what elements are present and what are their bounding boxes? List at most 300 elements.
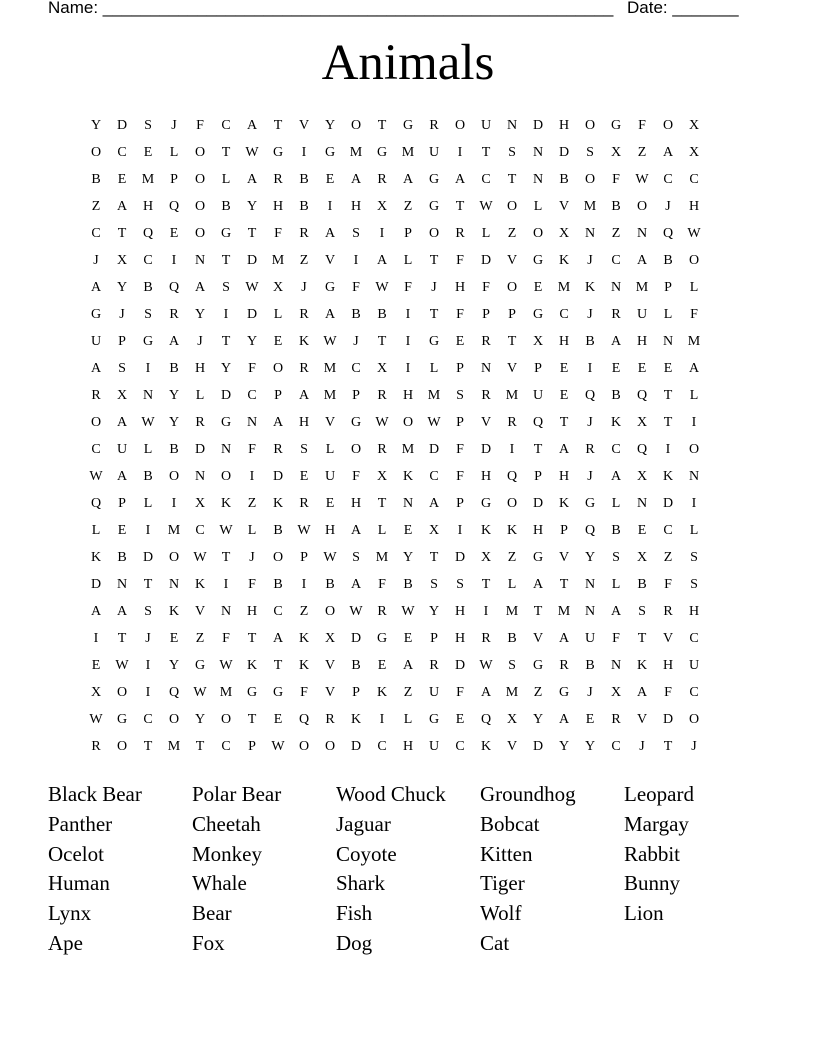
grid-letter[interactable]: T	[247, 631, 257, 646]
grid-letter[interactable]: G	[324, 145, 336, 160]
grid-letter[interactable]: A	[636, 685, 648, 700]
grid-letter[interactable]: T	[247, 712, 257, 727]
grid-letter[interactable]: M	[635, 280, 649, 295]
grid-letter[interactable]: K	[298, 631, 310, 646]
grid-letter[interactable]: V	[480, 415, 492, 430]
grid-letter[interactable]: T	[507, 172, 517, 187]
grid-letter[interactable]: M	[141, 172, 155, 187]
grid-letter[interactable]: T	[663, 415, 673, 430]
grid-letter[interactable]: O	[194, 172, 206, 187]
grid-letter[interactable]: O	[662, 118, 674, 133]
grid-letter[interactable]: S	[508, 145, 516, 160]
grid-letter[interactable]: M	[323, 388, 337, 403]
grid-letter[interactable]: W	[89, 469, 103, 484]
grid-letter[interactable]: F	[456, 307, 464, 322]
grid-letter[interactable]: M	[401, 145, 415, 160]
grid-letter[interactable]: W	[115, 658, 129, 673]
grid-letter[interactable]: G	[532, 658, 544, 673]
grid-letter[interactable]: F	[248, 577, 256, 592]
grid-letter[interactable]: O	[506, 199, 518, 214]
grid-letter[interactable]: C	[455, 739, 465, 754]
grid-letter[interactable]: Y	[168, 388, 180, 403]
grid-letter[interactable]: O	[194, 145, 206, 160]
grid-letter[interactable]: I	[405, 307, 411, 322]
grid-letter[interactable]: B	[585, 658, 595, 673]
grid-letter[interactable]: N	[662, 334, 674, 349]
grid-letter[interactable]: M	[167, 739, 181, 754]
grid-letter[interactable]: Q	[662, 226, 674, 241]
grid-letter[interactable]: C	[611, 739, 621, 754]
grid-letter[interactable]: Q	[532, 415, 544, 430]
grid-letter[interactable]: T	[559, 577, 569, 592]
grid-letter[interactable]: W	[245, 280, 259, 295]
grid-letter[interactable]: K	[480, 739, 492, 754]
grid-letter[interactable]: I	[353, 253, 359, 268]
grid-letter[interactable]: R	[559, 658, 569, 673]
grid-letter[interactable]: S	[430, 577, 438, 592]
grid-letter[interactable]: X	[610, 145, 622, 160]
grid-letter[interactable]: I	[223, 577, 229, 592]
grid-letter[interactable]: W	[193, 550, 207, 565]
grid-letter[interactable]: J	[691, 739, 697, 754]
grid-letter[interactable]: U	[480, 118, 492, 133]
grid-letter[interactable]: H	[454, 631, 466, 646]
grid-letter[interactable]: I	[483, 604, 489, 619]
grid-letter[interactable]: O	[90, 145, 102, 160]
grid-letter[interactable]: A	[350, 523, 362, 538]
grid-letter[interactable]: D	[350, 631, 362, 646]
grid-letter[interactable]: K	[558, 496, 570, 511]
grid-letter[interactable]: J	[145, 631, 151, 646]
grid-letter[interactable]: M	[271, 253, 285, 268]
grid-letter[interactable]: J	[249, 550, 255, 565]
grid-letter[interactable]: H	[558, 334, 570, 349]
grid-letter[interactable]: I	[145, 361, 151, 376]
grid-letter[interactable]: A	[610, 334, 622, 349]
grid-letter[interactable]: A	[90, 361, 102, 376]
grid-letter[interactable]: Q	[506, 469, 518, 484]
grid-letter[interactable]: S	[352, 550, 360, 565]
grid-letter[interactable]: M	[557, 280, 571, 295]
grid-letter[interactable]: T	[143, 739, 153, 754]
grid-letter[interactable]: O	[688, 442, 700, 457]
grid-letter[interactable]: X	[194, 496, 206, 511]
grid-letter[interactable]: E	[325, 496, 335, 511]
grid-letter[interactable]: C	[377, 739, 387, 754]
grid-letter[interactable]: N	[688, 469, 700, 484]
grid-letter[interactable]: L	[377, 523, 387, 538]
grid-letter[interactable]: X	[428, 523, 440, 538]
grid-letter[interactable]: I	[145, 658, 151, 673]
grid-letter[interactable]: C	[273, 604, 283, 619]
grid-letter[interactable]: G	[428, 199, 440, 214]
grid-letter[interactable]: A	[116, 604, 128, 619]
grid-letter[interactable]: T	[377, 118, 387, 133]
grid-letter[interactable]: I	[93, 631, 99, 646]
grid-letter[interactable]: J	[587, 253, 593, 268]
grid-letter[interactable]: F	[456, 685, 464, 700]
grid-letter[interactable]: K	[220, 496, 232, 511]
grid-letter[interactable]: D	[532, 739, 544, 754]
grid-letter[interactable]: N	[584, 577, 596, 592]
grid-letter[interactable]: H	[636, 334, 648, 349]
grid-letter[interactable]: J	[587, 685, 593, 700]
grid-letter[interactable]: L	[611, 496, 621, 511]
grid-letter[interactable]: P	[508, 307, 516, 322]
grid-letter[interactable]: A	[350, 577, 362, 592]
grid-letter[interactable]: F	[456, 442, 464, 457]
grid-letter[interactable]: P	[170, 172, 178, 187]
grid-letter[interactable]: E	[559, 388, 569, 403]
grid-letter[interactable]: M	[505, 388, 519, 403]
grid-letter[interactable]: L	[429, 361, 439, 376]
grid-letter[interactable]: A	[610, 604, 622, 619]
grid-letter[interactable]: C	[221, 118, 231, 133]
grid-letter[interactable]: O	[90, 415, 102, 430]
grid-letter[interactable]: M	[375, 550, 389, 565]
grid-letter[interactable]: V	[324, 685, 336, 700]
grid-letter[interactable]: T	[273, 118, 283, 133]
grid-letter[interactable]: P	[118, 496, 126, 511]
grid-letter[interactable]: B	[663, 253, 673, 268]
grid-letter[interactable]: G	[532, 550, 544, 565]
grid-letter[interactable]: T	[143, 577, 153, 592]
grid-letter[interactable]: S	[638, 604, 646, 619]
grid-letter[interactable]: A	[324, 307, 336, 322]
grid-letter[interactable]: S	[456, 388, 464, 403]
grid-letter[interactable]: F	[300, 685, 308, 700]
grid-letter[interactable]: Y	[246, 334, 258, 349]
grid-letter[interactable]: I	[457, 523, 463, 538]
grid-letter[interactable]: T	[455, 199, 465, 214]
grid-letter[interactable]: M	[427, 388, 441, 403]
grid-letter[interactable]: F	[248, 361, 256, 376]
grid-letter[interactable]: G	[116, 712, 128, 727]
grid-letter[interactable]: Z	[533, 685, 543, 700]
grid-letter[interactable]: D	[662, 496, 674, 511]
grid-letter[interactable]: O	[220, 469, 232, 484]
grid-letter[interactable]: X	[90, 685, 102, 700]
grid-letter[interactable]: H	[194, 361, 206, 376]
grid-letter[interactable]: Q	[636, 388, 648, 403]
grid-letter[interactable]: F	[612, 631, 620, 646]
grid-letter[interactable]: S	[690, 577, 698, 592]
grid-letter[interactable]: D	[558, 145, 570, 160]
grid-letter[interactable]: K	[584, 280, 596, 295]
grid-letter[interactable]: M	[401, 442, 415, 457]
grid-letter[interactable]: T	[481, 577, 491, 592]
grid-letter[interactable]: C	[143, 253, 153, 268]
grid-letter[interactable]: U	[584, 631, 596, 646]
grid-letter[interactable]: V	[558, 550, 570, 565]
grid-letter[interactable]: K	[194, 577, 206, 592]
grid-letter[interactable]: E	[169, 631, 179, 646]
grid-letter[interactable]: J	[353, 334, 359, 349]
grid-letter[interactable]: V	[506, 253, 518, 268]
grid-letter[interactable]: L	[481, 226, 491, 241]
grid-letter[interactable]: R	[481, 631, 491, 646]
grid-letter[interactable]: B	[559, 172, 569, 187]
grid-letter[interactable]: K	[558, 253, 570, 268]
grid-letter[interactable]: U	[90, 334, 102, 349]
grid-letter[interactable]: E	[91, 658, 101, 673]
grid-letter[interactable]: O	[168, 550, 180, 565]
grid-letter[interactable]: L	[273, 307, 283, 322]
grid-letter[interactable]: W	[479, 658, 493, 673]
grid-letter[interactable]: E	[377, 658, 387, 673]
grid-letter[interactable]: L	[169, 145, 179, 160]
grid-letter[interactable]: O	[350, 118, 362, 133]
grid-letter[interactable]: N	[402, 496, 414, 511]
grid-letter[interactable]: O	[688, 253, 700, 268]
grid-letter[interactable]: S	[300, 442, 308, 457]
grid-letter[interactable]: H	[558, 118, 570, 133]
grid-letter[interactable]: U	[428, 685, 440, 700]
grid-letter[interactable]: O	[324, 739, 336, 754]
grid-letter[interactable]: O	[636, 199, 648, 214]
grid-letter[interactable]: H	[142, 199, 154, 214]
grid-letter[interactable]: A	[168, 334, 180, 349]
grid-letter[interactable]: E	[455, 712, 465, 727]
grid-letter[interactable]: Z	[247, 496, 257, 511]
grid-letter[interactable]: J	[301, 280, 307, 295]
grid-letter[interactable]: O	[194, 199, 206, 214]
grid-letter[interactable]: A	[688, 361, 700, 376]
grid-letter[interactable]: W	[687, 226, 701, 241]
grid-letter[interactable]: G	[584, 496, 596, 511]
grid-letter[interactable]: N	[584, 226, 596, 241]
grid-letter[interactable]: S	[144, 307, 152, 322]
grid-letter[interactable]: H	[688, 604, 700, 619]
grid-letter[interactable]: E	[169, 226, 179, 241]
grid-letter[interactable]: G	[532, 253, 544, 268]
grid-letter[interactable]: D	[480, 253, 492, 268]
grid-letter[interactable]: A	[558, 442, 570, 457]
grid-letter[interactable]: W	[479, 199, 493, 214]
grid-letter[interactable]: R	[377, 172, 387, 187]
grid-letter[interactable]: B	[273, 577, 283, 592]
grid-letter[interactable]: X	[376, 469, 388, 484]
grid-letter[interactable]: O	[116, 685, 128, 700]
grid-letter[interactable]: Y	[324, 118, 336, 133]
grid-letter[interactable]: A	[376, 253, 388, 268]
grid-letter[interactable]: H	[480, 469, 492, 484]
grid-letter[interactable]: H	[350, 199, 362, 214]
grid-letter[interactable]: W	[297, 523, 311, 538]
grid-letter[interactable]: C	[91, 442, 101, 457]
grid-letter[interactable]: Y	[584, 550, 596, 565]
grid-letter[interactable]: V	[506, 361, 518, 376]
grid-letter[interactable]: I	[171, 496, 177, 511]
grid-letter[interactable]: W	[193, 685, 207, 700]
grid-letter[interactable]: X	[636, 550, 648, 565]
grid-letter[interactable]: W	[401, 604, 415, 619]
grid-letter[interactable]: M	[505, 685, 519, 700]
grid-letter[interactable]: F	[352, 280, 360, 295]
grid-letter[interactable]: V	[662, 631, 674, 646]
grid-letter[interactable]: D	[532, 118, 544, 133]
grid-letter[interactable]: R	[611, 712, 621, 727]
grid-letter[interactable]: B	[91, 172, 101, 187]
grid-letter[interactable]: T	[273, 658, 283, 673]
grid-letter[interactable]: J	[639, 739, 645, 754]
grid-letter[interactable]: W	[635, 172, 649, 187]
grid-letter[interactable]: O	[272, 550, 284, 565]
grid-letter[interactable]: B	[169, 361, 179, 376]
grid-letter[interactable]: E	[559, 361, 569, 376]
grid-letter[interactable]: O	[220, 712, 232, 727]
grid-letter[interactable]: F	[664, 685, 672, 700]
grid-letter[interactable]: Q	[90, 496, 102, 511]
grid-letter[interactable]: F	[638, 118, 646, 133]
grid-letter[interactable]: R	[377, 388, 387, 403]
grid-letter[interactable]: D	[220, 388, 232, 403]
grid-letter[interactable]: P	[534, 469, 542, 484]
grid-letter[interactable]: O	[194, 226, 206, 241]
grid-letter[interactable]: W	[427, 415, 441, 430]
grid-letter[interactable]: A	[636, 253, 648, 268]
grid-letter[interactable]: A	[610, 469, 622, 484]
grid-letter[interactable]: Y	[402, 550, 414, 565]
date-field[interactable]: Date: _______	[627, 0, 739, 17]
grid-letter[interactable]: T	[481, 145, 491, 160]
grid-letter[interactable]: T	[377, 334, 387, 349]
grid-letter[interactable]: G	[90, 307, 102, 322]
grid-letter[interactable]: E	[637, 361, 647, 376]
grid-letter[interactable]: L	[143, 496, 153, 511]
grid-letter[interactable]: M	[583, 199, 597, 214]
grid-letter[interactable]: V	[636, 712, 648, 727]
grid-letter[interactable]: R	[481, 388, 491, 403]
grid-letter[interactable]: X	[532, 334, 544, 349]
grid-letter[interactable]: P	[352, 388, 360, 403]
grid-letter[interactable]: U	[428, 145, 440, 160]
grid-letter[interactable]: B	[637, 577, 647, 592]
grid-letter[interactable]: I	[587, 361, 593, 376]
grid-letter[interactable]: M	[323, 361, 337, 376]
grid-letter[interactable]: W	[323, 334, 337, 349]
grid-letter[interactable]: S	[222, 280, 230, 295]
grid-letter[interactable]: R	[507, 415, 517, 430]
grid-letter[interactable]: Z	[663, 550, 673, 565]
grid-letter[interactable]: B	[299, 199, 309, 214]
grid-letter[interactable]: X	[506, 712, 518, 727]
grid-letter[interactable]: L	[403, 253, 413, 268]
grid-letter[interactable]: A	[350, 172, 362, 187]
grid-letter[interactable]: X	[376, 361, 388, 376]
grid-letter[interactable]: S	[118, 361, 126, 376]
grid-letter[interactable]: R	[585, 442, 595, 457]
grid-letter[interactable]: R	[299, 226, 309, 241]
grid-letter[interactable]: N	[168, 577, 180, 592]
grid-letter[interactable]: K	[298, 334, 310, 349]
grid-letter[interactable]: T	[429, 253, 439, 268]
grid-letter[interactable]: L	[195, 388, 205, 403]
grid-letter[interactable]: I	[145, 685, 151, 700]
grid-letter[interactable]: D	[350, 739, 362, 754]
grid-letter[interactable]: R	[377, 604, 387, 619]
grid-letter[interactable]: W	[219, 523, 233, 538]
grid-letter[interactable]: P	[456, 361, 464, 376]
grid-letter[interactable]: G	[376, 145, 388, 160]
grid-letter[interactable]: E	[117, 172, 127, 187]
grid-letter[interactable]: R	[455, 226, 465, 241]
grid-letter[interactable]: O	[324, 604, 336, 619]
grid-letter[interactable]: B	[273, 523, 283, 538]
grid-letter[interactable]: B	[377, 307, 387, 322]
grid-letter[interactable]: N	[142, 388, 154, 403]
grid-letter[interactable]: Z	[611, 226, 621, 241]
grid-letter[interactable]: C	[195, 523, 205, 538]
grid-letter[interactable]: S	[612, 550, 620, 565]
grid-letter[interactable]: H	[402, 388, 414, 403]
grid-letter[interactable]: R	[663, 604, 673, 619]
grid-letter[interactable]: I	[379, 226, 385, 241]
grid-letter[interactable]: H	[350, 496, 362, 511]
grid-letter[interactable]: T	[507, 334, 517, 349]
grid-letter[interactable]: D	[246, 253, 258, 268]
grid-letter[interactable]: H	[662, 658, 674, 673]
grid-letter[interactable]: E	[299, 469, 309, 484]
grid-letter[interactable]: V	[194, 604, 206, 619]
grid-letter[interactable]: E	[637, 523, 647, 538]
grid-letter[interactable]: Z	[507, 550, 517, 565]
grid-letter[interactable]: N	[480, 361, 492, 376]
grid-letter[interactable]: B	[169, 442, 179, 457]
grid-letter[interactable]: L	[689, 280, 699, 295]
grid-letter[interactable]: R	[195, 415, 205, 430]
grid-letter[interactable]: U	[116, 442, 128, 457]
grid-letter[interactable]: O	[584, 172, 596, 187]
grid-letter[interactable]: O	[116, 739, 128, 754]
grid-letter[interactable]: T	[533, 604, 543, 619]
grid-letter[interactable]: U	[532, 388, 544, 403]
grid-letter[interactable]: B	[143, 469, 153, 484]
grid-letter[interactable]: K	[376, 685, 388, 700]
grid-letter[interactable]: J	[197, 334, 203, 349]
grid-letter[interactable]: A	[454, 172, 466, 187]
grid-letter[interactable]: D	[116, 118, 128, 133]
grid-letter[interactable]: L	[689, 523, 699, 538]
grid-letter[interactable]: J	[665, 199, 671, 214]
grid-letter[interactable]: C	[143, 712, 153, 727]
grid-letter[interactable]: G	[246, 685, 258, 700]
grid-letter[interactable]: W	[141, 415, 155, 430]
grid-letter[interactable]: O	[506, 496, 518, 511]
grid-letter[interactable]: B	[299, 172, 309, 187]
grid-letter[interactable]: P	[664, 280, 672, 295]
grid-letter[interactable]: E	[585, 712, 595, 727]
grid-letter[interactable]: A	[662, 145, 674, 160]
grid-letter[interactable]: K	[480, 523, 492, 538]
grid-letter[interactable]: G	[402, 118, 414, 133]
grid-letter[interactable]: E	[403, 631, 413, 646]
grid-letter[interactable]: D	[532, 496, 544, 511]
grid-letter[interactable]: D	[194, 442, 206, 457]
grid-letter[interactable]: E	[325, 172, 335, 187]
grid-letter[interactable]: L	[91, 523, 101, 538]
grid-letter[interactable]: R	[169, 307, 179, 322]
grid-letter[interactable]: A	[116, 415, 128, 430]
grid-letter[interactable]: Z	[403, 199, 413, 214]
grid-letter[interactable]: R	[91, 388, 101, 403]
grid-letter[interactable]: W	[323, 550, 337, 565]
grid-letter[interactable]: A	[194, 280, 206, 295]
grid-letter[interactable]: D	[246, 307, 258, 322]
grid-letter[interactable]: V	[324, 658, 336, 673]
grid-letter[interactable]: O	[688, 712, 700, 727]
grid-letter[interactable]: I	[301, 577, 307, 592]
